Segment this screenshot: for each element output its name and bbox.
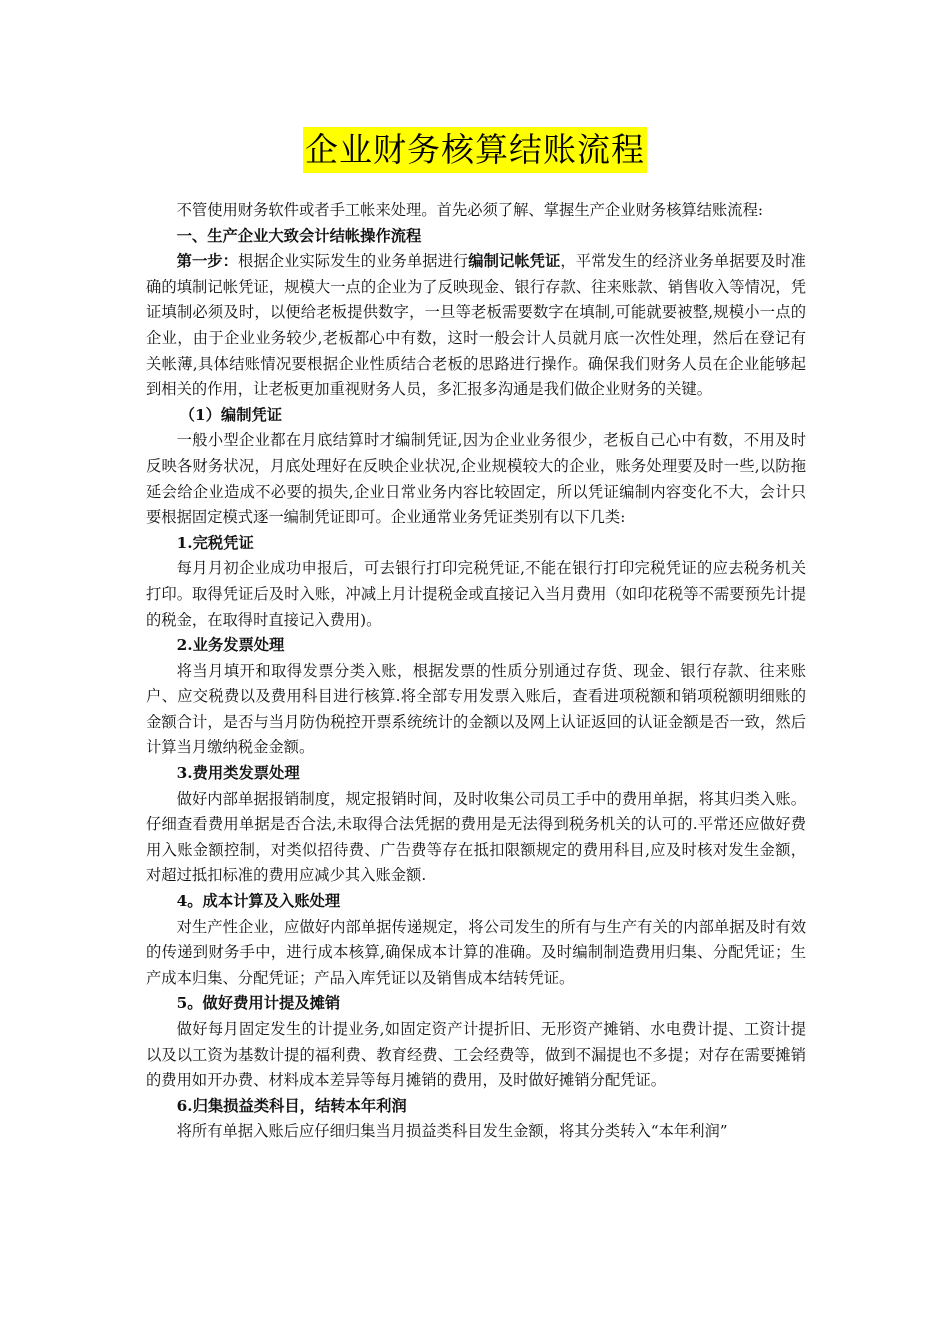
intro-paragraph: 不管使用财务软件或者手工帐来处理。首先必须了解、掌握生产企业财务核算结账流程: [176,201,764,219]
step1-text-a: 根据企业实际发生的业务单据进行 [238,252,469,271]
document-body [146,198,806,1145]
step1-text-b: ，平常发生的经济业务单据要及时准确的填制记帐凭证，规模大一点的企业为了反映现金、银行存款、往来账款、销售收入等情况，凭证填制必须及时，以便给老板提供数字，一旦等老板需要数字在填制,可能就要被整,规模小一点的企业，由于企业业务较少,老板都心中有数，这时一般会计人员就月底一次性处理，然后在登记有关帐薄,具体结账情况要根据企业性质结合老板的思路进行操作。确保我们财务人员在企业能够起到相关的作用，让老板更加重视财务人员，多汇报多沟通是我们做企业财务的关键。 [146,252,806,399]
step1-paragraph [146,249,806,403]
item-heading-2: 2.业务发票处理 [176,636,285,655]
title-container [0,127,950,173]
document-title: 企业财务核算结账流程 [303,127,647,173]
subsection-heading: （1）编制凭证 [179,405,283,424]
item-text-4: 对生产性企业，应做好内部单据传递规定，将公司发生的所有与生产有关的内部单据及时有效的传递到财务手中，进行成本核算,确保成本计算的准确。及时编制制造费用归集、分配凭证；生产成本归集、分配凭证；产品入库凭证以及销售成本结转凭证。 [146,917,806,987]
item-text-3: 做好内部单据报销制度，规定报销时间，及时收集公司员工手中的费用单据，将其归类入账。仔细查看费用单据是否合法,未取得合法凭据的费用是无法得到税务机关的认可的.平常还应做好费用入账金额控制，对类似招待费、广告费等存在抵扣限额规定的费用科目,应及时核对发生金额，对超过抵扣标准的费用应减少其入账金额. [146,789,806,885]
item-heading-4: 4。成本计算及入账处理 [176,892,341,911]
subsection-paragraph: 一般小型企业都在月底结算时才编制凭证,因为企业业务很少，老板自己心中有数，不用及时反映各财务状况，月底处理好在反映企业状况,企业规模较大的企业，账务处理要及时一些,以防拖延会给企业造成不必要的损失,企业日常业务内容比较固定，所以凭证编制内容变化不大，会计只要根据固定模式逐一编制凭证即可。企业通常业务凭证类别有以下几类: [146,431,806,527]
item-text-1: 每月月初企业成功申报后，可去银行打印完税凭证,不能在银行打印完税凭证的应去税务机关打印。取得凭证后及时入账，冲减上月计提税金或直接记入当月费用（如印花税等不需要预先计提的税金，在取得时直接记入费用)。 [146,559,806,629]
item-heading-3: 3.费用类发票处理 [176,764,300,783]
step1-emphasis: 编制记帐凭证 [468,252,561,271]
item-heading-6: 6.归集损益类科目，结转本年利润 [176,1096,407,1115]
item-heading-5: 5。做好费用计提及摊销 [176,994,341,1013]
item-text-6: 将所有单据入账后应仔细归集当月损益类科目发生金额，将其分类转入“本年利润” [176,1122,728,1141]
section-heading: 一、生产企业大致会计结帐操作流程 [176,226,422,245]
item-text-5: 做好每月固定发生的计提业务,如固定资产计提折旧、无形资产摊销、水电费计提、工资计提以及以工资为基数计提的福利费、教育经费、工会经费等，做到不漏提也不多提；对存在需要摊销的费用如开办费、材料成本差异等每月摊销的费用，及时做好摊销分配凭证。 [146,1020,806,1090]
step1-label: 第一步： [176,252,238,271]
item-heading-1: 1.完税凭证 [176,533,254,552]
item-text-2: 将当月填开和取得发票分类入账，根据发票的性质分别通过存货、现金、银行存款、往来账户、应交税费以及费用科目进行核算.将全部专用发票入账后，查看进项税额和销项税额明细账的金额合计，是否与当月防伪税控开票系统统计的金额以及网上认证返回的认证金额是否一致，然后计算当月缴纳税金金额。 [146,661,806,757]
